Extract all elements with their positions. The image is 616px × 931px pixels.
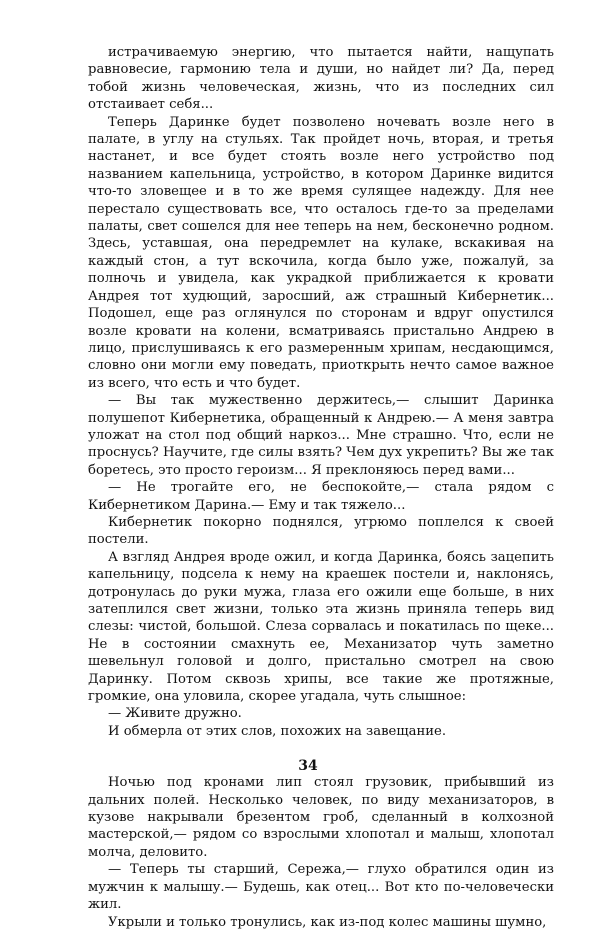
page-text bbox=[88, 44, 554, 931]
paragraph: — Не трогайте его, не беспокойте,— стала рядом с Кибернетиком Дарина.— Ему и так тяжело... bbox=[88, 480, 554, 513]
paragraph: — Живите дружно. bbox=[108, 706, 242, 722]
page-number: 34 bbox=[298, 758, 318, 774]
paragraph: Ночью под кронами лип стоял грузовик, прибывший из дальних полей. Несколько человек, по виду механизаторов, в кузове накрывали брезентом гроб, сделанный в колхозной мастерской,— рядом со взрослыми хлопотал и малыш, хлопотал молча, деловито. bbox=[88, 775, 554, 860]
paragraph: Кибернетик покорно поднялся, угрюмо поплелся к своей постели. bbox=[88, 514, 554, 548]
paragraph: истрачиваемую энергию, что пытается найти, нащупать равновесие, гармонию тела и души, но найдет ли? Да, перед тобой жизнь человеческая, жизнь, что из последних сил отстаивает себя... bbox=[88, 45, 554, 113]
paragraph: — Теперь ты старший, Сережа,— глухо обратился один из мужчин к малышу.— Будешь, как отец... Вот кто по-человечески жил. bbox=[88, 862, 554, 913]
paragraph: И обмерла от этих слов, похожих на завещание. bbox=[108, 723, 447, 739]
paragraph: — Вы так мужественно держитесь,— слышит Даринка полушепот Кибернетика, обращенный к Андрею.— А меня завтра уложат на стол под общий наркоз... Мне страшно. Что, если не проснусь? Научите, где силы взять? Чем дух укрепить? Вы же так боретесь, это просто героизм... Я преклоняюсь перед вами... bbox=[88, 393, 554, 478]
paragraph: Теперь Даринке будет позволено ночевать возле него в палате, в углу на стульях. Так пройдет ночь, вторая, и третья настанет, и все будет стоять возле него устройство под названием капельница, устройство, в котором Даринке видится что-то зловещее и в то же время сулящее надежду. Для нее перестало существовать все, что осталось где-то за пределами палаты, свет сошелся для нее теперь на нем, бесконечно родном. Здесь, уставшая, она передремлет на кулаке, вскакивая на каждый стон, а тут вскочила, когда было уже, пожалуй, за полночь и увидела, как украдкой приближается к кровати Андрея тот худющий, заросший, аж страшный Кибернетик... Подошел, еще раз оглянулся по сторонам и вдруг опустился возле кровати на колени, всматриваясь пристально Андрею в лицо, прислушиваясь к его размеренным хрипам, несдающимся, словно они могли ему поведать, приоткрыть нечто самое важное из всего, что есть и что будет. bbox=[88, 114, 554, 391]
paragraph: А взгляд Андрея вроде ожил, и когда Даринка, боясь зацепить капельницу, подсела к нему на краешек постели и, наклонясь, дотронулась до руки мужа, глаза его ожили еще больше, в них затеплился свет жизни, только эта жизнь приняла теперь вид слезы: чистой, большой. Слеза сорвалась и покатилась по щеке... Не в состоянии смахнуть ее, Механизатор чуть заметно шевельнул головой и долго, пристально смотрел на свою Даринку. Потом сквозь хрипы, все такие же протяжные, громкие, она уловила, скорее угадала, чуть слышное: bbox=[88, 549, 554, 705]
paragraph: Укрыли и только тронулись, как из-под колес машины шумно, bbox=[108, 914, 547, 930]
